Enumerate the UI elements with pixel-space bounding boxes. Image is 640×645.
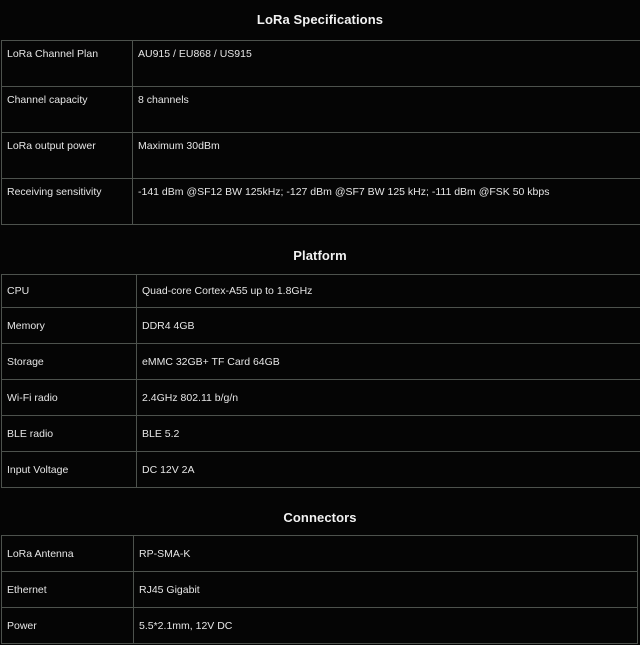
section-title-platform: Platform <box>293 248 347 263</box>
table-row <box>2 87 640 133</box>
spec-label: Wi-Fi radio <box>2 380 137 416</box>
spec-label: Storage <box>2 344 137 380</box>
table-row <box>2 380 640 416</box>
section-title-connectors: Connectors <box>283 510 357 525</box>
table-row <box>2 536 638 572</box>
table-row <box>2 452 640 488</box>
spec-label: Memory <box>2 308 137 344</box>
spec-value: -141 dBm @SF12 BW 125kHz; -127 dBm @SF7 BW 125 kHz; -111 dBm @FSK 50 kbps <box>133 179 640 225</box>
spec-label: Ethernet <box>2 572 134 608</box>
table-row <box>2 133 640 179</box>
table-row <box>2 572 638 608</box>
spec-value: DDR4 4GB <box>137 308 640 344</box>
spec-value: BLE 5.2 <box>137 416 640 452</box>
table-row <box>2 179 640 225</box>
lora-specifications-table <box>1 40 640 225</box>
spec-value: RP-SMA-K <box>134 536 638 572</box>
table-row <box>2 344 640 380</box>
table-row <box>2 308 640 344</box>
spec-value: 2.4GHz 802.11 b/g/n <box>137 380 640 416</box>
spec-value: Quad-core Cortex-A55 up to 1.8GHz <box>137 275 640 308</box>
spec-label: Channel capacity <box>2 87 133 133</box>
connectors-table <box>1 535 638 644</box>
spec-value: 8 channels <box>133 87 640 133</box>
spec-label: CPU <box>2 275 137 308</box>
spec-label: Input Voltage <box>2 452 137 488</box>
spec-label: LoRa Antenna <box>2 536 134 572</box>
spec-value: AU915 / EU868 / US915 <box>133 41 640 87</box>
spec-value: eMMC 32GB+ TF Card 64GB <box>137 344 640 380</box>
spec-label: LoRa Channel Plan <box>2 41 133 87</box>
spec-label: Receiving sensitivity <box>2 179 133 225</box>
spec-label: Power <box>2 608 134 644</box>
section-title-lora-specifications: LoRa Specifications <box>256 12 384 27</box>
table-row <box>2 275 640 308</box>
spec-label: LoRa output power <box>2 133 133 179</box>
spec-value: 5.5*2.1mm, 12V DC <box>134 608 638 644</box>
spec-value: DC 12V 2A <box>137 452 640 488</box>
table-row <box>2 41 640 87</box>
platform-table <box>1 274 640 488</box>
table-row <box>2 608 638 644</box>
table-row <box>2 416 640 452</box>
spec-label: BLE radio <box>2 416 137 452</box>
spec-value: RJ45 Gigabit <box>134 572 638 608</box>
spec-value: Maximum 30dBm <box>133 133 640 179</box>
